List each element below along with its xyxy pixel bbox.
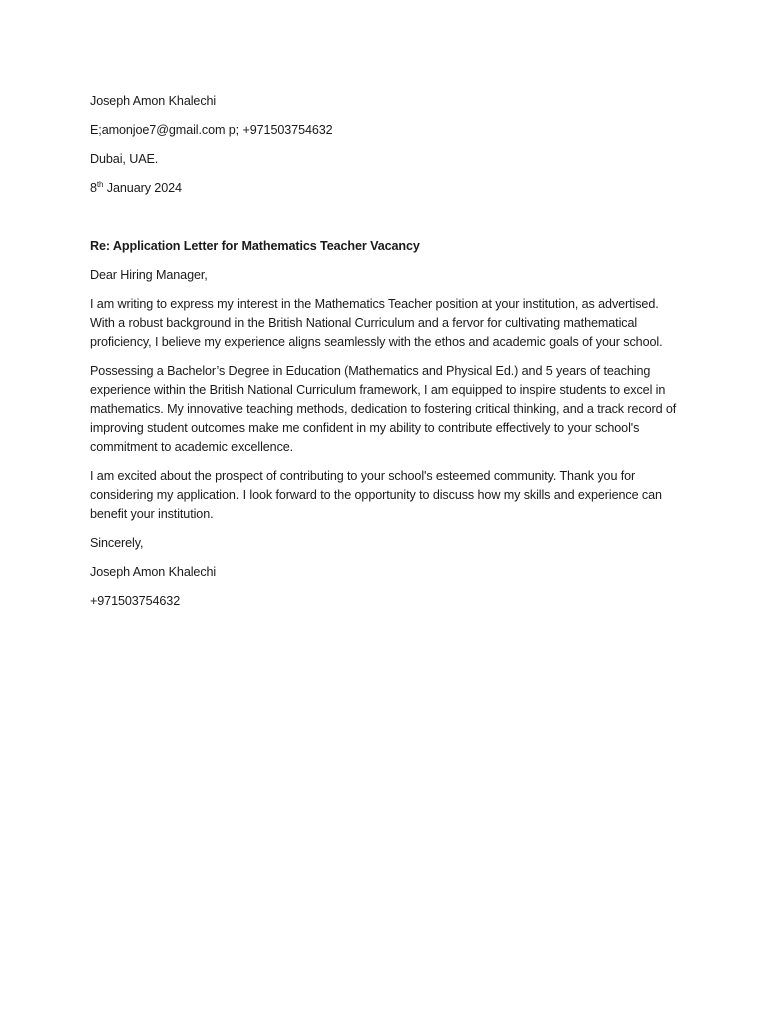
date-suffix: th	[96, 180, 104, 189]
date-month-year: January 2024	[103, 181, 182, 195]
salutation: Dear Hiring Manager,	[90, 268, 208, 282]
subject-line: Re: Application Letter for Mathematics Teacher Vacancy	[90, 239, 420, 253]
body-paragraph-3: I am excited about the prospect of contributing to your school's esteemed community. Thank you for considering my application. I look forward to the opportunity to discuss how my skills and experience can benefit your institution.	[90, 469, 662, 521]
body-paragraph-2: Possessing a Bachelor’s Degree in Education (Mathematics and Physical Ed.) and 5 years of teaching experience within the British National Curriculum framework, I am equipped to inspire students to excel in mathematics. My innovative teaching methods, dedication to fostering critical thinking, and a track record of improving student outcomes make me confident in my ability to contribute effectively to your school's commitment to academic excellence.	[90, 364, 677, 454]
date-day: 8	[90, 181, 97, 195]
sender-contact: E;amonjoe7@gmail.com p; +971503754632	[90, 123, 333, 137]
letter-date	[90, 179, 680, 198]
sender-name: Joseph Amon Khalechi	[90, 94, 217, 108]
body-paragraph-1: I am writing to express my interest in the Mathematics Teacher position at your institution, as advertised. With a robust background in the British National Curriculum and a fervor for cultivating mathematical proficiency, I believe my experience aligns seamlessly with the ethos and academic goals of your school.	[90, 297, 663, 349]
signature-name: Joseph Amon Khalechi	[90, 565, 217, 579]
letter-body	[90, 92, 680, 611]
closing: Sincerely,	[90, 536, 144, 550]
signature-phone: +971503754632	[90, 594, 181, 608]
sender-location: Dubai, UAE.	[90, 152, 159, 166]
